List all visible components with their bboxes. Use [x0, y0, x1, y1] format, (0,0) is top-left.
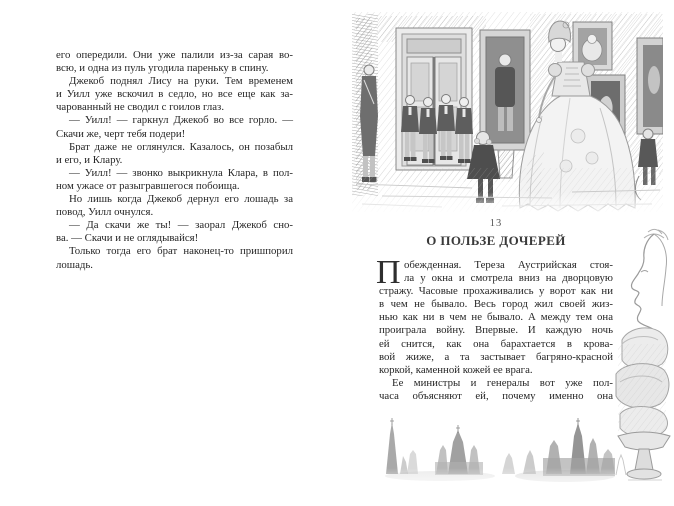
text-line: вой жиже, а та застывает багряно-красной: [379, 350, 613, 363]
chapter-number: 13: [489, 218, 503, 229]
text-line: — Да скачи же ты! — заорал Джекоб сно-: [69, 219, 293, 232]
text-line: и Уилл уже вскочил в седло, но все еще как за-: [56, 88, 293, 101]
text-line: его опередили. Они уже палили из-за сарая во-: [56, 49, 293, 61]
text-line: ва. — Скачи и не оглядывайся!: [56, 232, 199, 245]
text-line: лошадь.: [56, 258, 94, 271]
text-line: — Уилл! — гаркнул Джекоб во все горло. —: [69, 114, 293, 127]
text-line: нью как ни в чем не бывало. А между тем она: [379, 311, 613, 324]
text-line: всю, и одна из пуль угодила пареньку в спину.: [56, 62, 269, 75]
text-line: Скачи же, черт тебя подери!: [56, 127, 186, 140]
text-line: коркой, каменной кожей ее врага.: [379, 363, 533, 376]
drop-cap-letter: П: [376, 254, 401, 291]
text-line: Только тогда его брат наконец-то пришпорил: [69, 245, 293, 258]
palace-hall-illustration: [352, 8, 663, 216]
text-line: ла у окна и смотрела вниз на дворцовую: [404, 272, 613, 285]
text-line: Брат даже не оглянулся. Казалось, он позабыл: [69, 140, 293, 153]
text-line: стражу. Часовые прохаживались у ворот как ни: [379, 285, 613, 298]
stone-face-profile-illustration: [608, 224, 674, 506]
text-line: часа объясняют ей, почему именно она: [379, 389, 613, 402]
text-line: Джекоб поднял Лису на руки. Тем временем: [69, 75, 293, 88]
left-page-text: [56, 49, 293, 272]
text-line: повод, Уилл очнулся.: [56, 206, 154, 219]
city-spires-illustration: [380, 416, 615, 494]
text-line: Ее министры и генералы вот уже пол-: [392, 376, 613, 389]
text-line: обежденная. Тереза Аустрийская стоя-: [404, 259, 613, 271]
text-line: и его, и Клару.: [56, 153, 123, 166]
text-line: — Уилл! — звонко выкрикнула Клара, в пол-: [69, 166, 293, 179]
text-line: в чем не бывало. Весь город жил своей жиз-: [379, 298, 613, 311]
text-line: проиграла войну. Впервые. И каждую ночь: [379, 324, 613, 337]
right-page-text: [379, 259, 613, 403]
text-line: Но лишь когда Джекоб дернул его лошадь за: [69, 193, 293, 206]
text-line: чарованный не сводил с гоилов глаз.: [56, 101, 225, 114]
text-line: ном ужасе от разыгравшегося побоища.: [56, 179, 240, 192]
chapter-title: О ПОЛЬЗЕ ДОЧЕРЕЙ: [426, 233, 566, 248]
text-line: ей снится, как она барахтается в крова-: [379, 337, 613, 350]
